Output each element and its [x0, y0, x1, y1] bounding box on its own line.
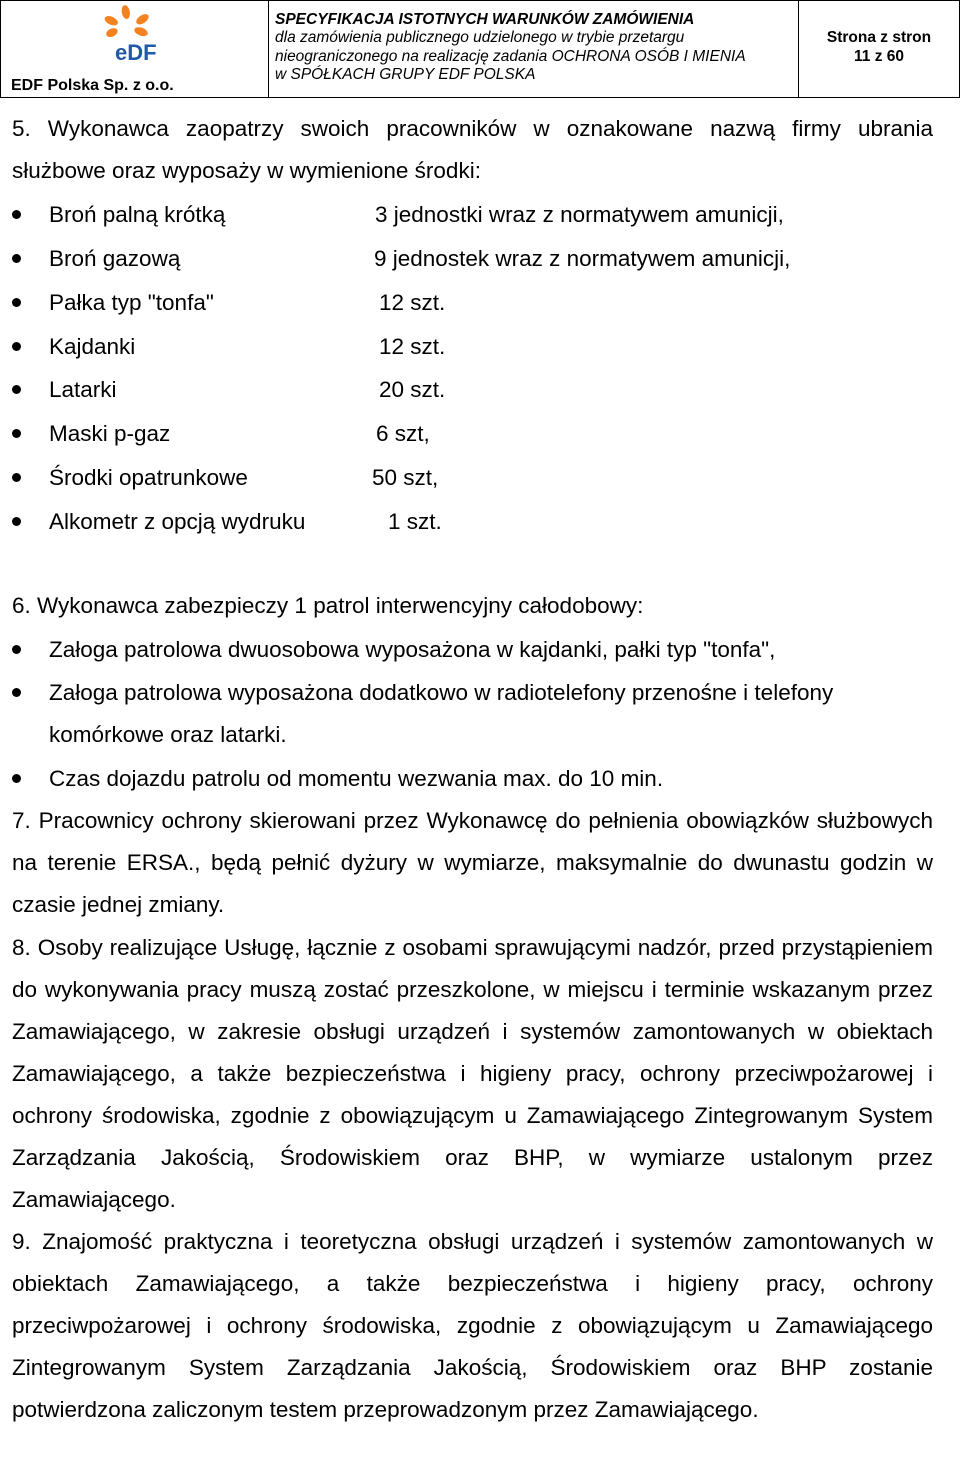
bullet-icon [12, 385, 21, 394]
patrol-item: Załoga patrolowa wyposażona dodatkowo w radiotelefony przenośne i telefony [49, 680, 834, 705]
page-label: Strona z stron [826, 29, 932, 46]
list-item [0, 672, 940, 714]
equipment-name: Środki opatrunkowe [49, 465, 248, 490]
bullet-icon [12, 254, 21, 263]
equipment-qty: 12 szt. [379, 334, 446, 359]
list-item [0, 758, 940, 800]
svg-text:eDF: eDF [115, 40, 157, 65]
spec-line: w SPÓŁKACH GRUPY EDF POLSKA [275, 66, 536, 83]
equipment-name: Pałka typ "tonfa" [49, 290, 214, 315]
equipment-name: Latarki [49, 377, 117, 402]
spec-cell [269, 1, 799, 97]
spec-line: dla zamówienia publicznego udzielonego w trybie przetargu [275, 29, 685, 46]
patrol-item: komórkowe oraz latarki. [49, 722, 287, 747]
list-item [0, 457, 940, 499]
equipment-name: Kajdanki [49, 334, 136, 359]
list-item [0, 629, 940, 671]
list-item [0, 369, 940, 411]
paragraph-7: 7. Pracownicy ochrony skierowani przez Wykonawcę do pełnienia obowiązków służbowych na terenie ERSA., będą pełnić dyżury w wymiarze, maksymalnie do dwunastu godzin w czasie jednej zmiany. [12, 808, 933, 917]
bullet-icon [12, 688, 21, 697]
list-item [0, 501, 940, 543]
equipment-qty: 12 szt. [379, 290, 446, 315]
equipment-name: Alkometr z opcją wydruku [49, 509, 306, 534]
paragraph-9: 9. Znajomość praktyczna i teoretyczna obsługi urządzeń i systemów zamontowanych w obiektach Zamawiającego, a także bezpieczeństwa i higieny pracy, ochrony przeciwpożarowej i ochrony środowiska, zgodnie z obowiązującym u Zamawiającego Zintegrowanym System Zarządzania Jakością, Środowiskiem oraz BHP zostanie potwierdzona zaliczonym testem przeprowadzonym przez Zamawiającego. [12, 1229, 933, 1422]
list-item [0, 238, 940, 280]
edf-logo-icon [97, 5, 161, 65]
spec-line: nieograniczonego na realizację zadania OCHRONA OSÓB I MIENIA [275, 47, 746, 65]
equipment-name: Maski p-gaz [49, 421, 171, 446]
equipment-qty: 3 jednostki wraz z normatywem amunicji, [375, 202, 784, 227]
equipment-qty: 50 szt, [372, 465, 439, 490]
page-info-cell [799, 1, 959, 97]
list-item [0, 413, 940, 455]
bullet-icon [12, 429, 21, 438]
patrol-item: Czas dojazdu patrolu od momentu wezwania max. do 10 min. [49, 766, 664, 791]
bullet-icon [12, 210, 21, 219]
paragraph-5: 5. Wykonawca zaopatrzy swoich pracowników w oznakowane nazwą firmy ubrania służbowe oraz wyposaży w wymienione środki: [12, 116, 933, 183]
patrol-item: Załoga patrolowa dwuosobowa wyposażona w kajdanki, pałki typ "tonfa", [49, 637, 776, 662]
bullet-icon [12, 645, 21, 654]
equipment-name: Broń palną krótką [49, 202, 226, 227]
equipment-name: Broń gazową [49, 246, 181, 271]
spec-title: SPECYFIKACJA ISTOTNYCH WARUNKÓW ZAMÓWIENIA [275, 11, 695, 28]
equipment-qty: 6 szt, [376, 421, 430, 446]
paragraph-8: 8. Osoby realizujące Usługę, łącznie z osobami sprawującymi nadzór, przed przystąpieniem do wykonywania pracy muszą zostać przeszkolone, w miejscu i terminie wskazanym przez Zamawiającego, w zakresie obsługi urządzeń i systemów zamontowanych w obiektach Zamawiającego, a także bezpieczeństwa i higieny pracy, ochrony przeciwpożarowej i ochrony środowiska, zgodnie z obowiązującym u Zamawiającego Zintegrowanym System Zarządzania Jakością, Środowiskiem oraz BHP, w wymiarze ustalonym przez Zamawiającego. [12, 935, 933, 1212]
bullet-icon [12, 774, 21, 783]
equipment-qty: 9 jednostek wraz z normatywem amunicji, [374, 246, 791, 271]
paragraph-6: 6. Wykonawca zabezpieczy 1 patrol interwencyjny całodobowy: [12, 593, 644, 618]
equipment-qty: 1 szt. [388, 509, 442, 534]
bullet-icon [12, 298, 21, 307]
list-item [0, 194, 940, 236]
page-number: 11 z 60 [854, 48, 904, 65]
list-item [0, 282, 940, 324]
bullet-icon [12, 473, 21, 482]
page-header [0, 0, 960, 98]
list-item-continuation [0, 714, 940, 756]
bullet-icon [12, 342, 21, 351]
list-item [0, 326, 940, 368]
company-name: EDF Polska Sp. z o.o. [11, 77, 174, 94]
logo-cell [1, 1, 269, 97]
equipment-qty: 20 szt. [379, 377, 446, 402]
bullet-icon [12, 517, 21, 526]
